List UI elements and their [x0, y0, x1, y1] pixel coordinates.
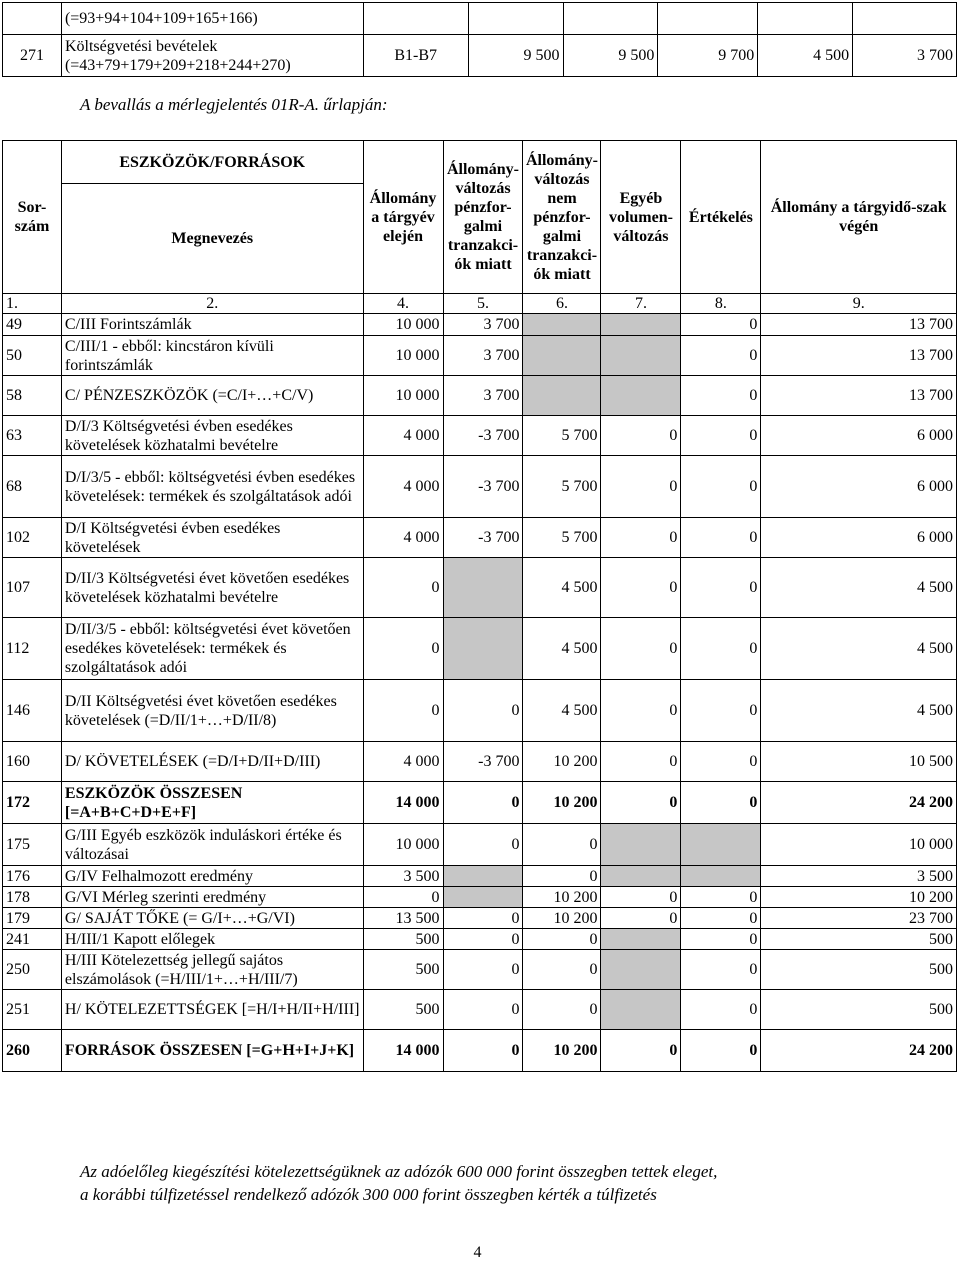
row-value: 10 000: [363, 376, 443, 416]
row-value: 4 500: [761, 618, 957, 680]
row-value: 10 200: [523, 742, 601, 782]
row-value: [601, 950, 681, 990]
table-row: [3, 824, 957, 866]
row-value: -3 700: [443, 456, 523, 518]
row-value: 0: [601, 680, 681, 742]
row-name: D/I/3 Költségvetési évben esedékes követelések közhatalmi bevételre: [61, 416, 363, 456]
row-value: 0: [681, 950, 761, 990]
row-number: 63: [3, 416, 62, 456]
row-value: 0: [443, 824, 523, 866]
header-num6: 6.: [523, 294, 601, 314]
top-row2-value: 4 500: [758, 35, 853, 77]
row-number: 178: [3, 887, 62, 908]
top-row2-value: 9 500: [468, 35, 563, 77]
row-value: 0: [681, 558, 761, 618]
row-value: 0: [601, 558, 681, 618]
row-name: D/I Költségvetési évben esedékes követelések: [61, 518, 363, 558]
row-number: 50: [3, 336, 62, 376]
top-row2-value: 9 700: [658, 35, 758, 77]
row-value: 10 500: [761, 742, 957, 782]
top-row1-name: (=93+94+104+109+165+166): [61, 3, 363, 35]
row-value: 10 000: [363, 824, 443, 866]
row-value: 14 000: [363, 782, 443, 824]
row-value: 0: [523, 929, 601, 950]
row-value: 4 000: [363, 456, 443, 518]
row-name: H/ KÖTELEZETTSÉGEK [=H/I+H/II+H/III]: [61, 990, 363, 1030]
table-row: [3, 456, 957, 518]
balance-table: [2, 140, 957, 1072]
row-value: 0: [601, 908, 681, 929]
row-value: [601, 929, 681, 950]
row-value: 3 700: [443, 314, 523, 336]
row-name: D/ KÖVETELÉSEK (=D/I+D/II+D/III): [61, 742, 363, 782]
row-value: 5 700: [523, 518, 601, 558]
row-value: [523, 314, 601, 336]
page-number: 4: [473, 1244, 482, 1261]
row-value: 0: [681, 518, 761, 558]
row-value: 3 500: [363, 866, 443, 887]
note-line-2: a korábbi túlfizetéssel rendelkező adózók 300 000 forint összegben kérték a túlfizetés: [80, 1185, 657, 1204]
row-value: 10 000: [363, 314, 443, 336]
row-value: 0: [523, 824, 601, 866]
table-row: [3, 618, 957, 680]
top-row2-name: Költségvetési bevételek (=43+79+179+209+218+244+270): [61, 35, 363, 77]
row-value: [443, 887, 523, 908]
row-value: 0: [681, 376, 761, 416]
row-value: 10 200: [523, 908, 601, 929]
row-number: 49: [3, 314, 62, 336]
row-value: 4 000: [363, 518, 443, 558]
table-row: [3, 314, 957, 336]
row-value: 0: [601, 887, 681, 908]
subtitle: A bevallás a mérlegjelentés 01R-A. űrlapján:: [80, 95, 388, 114]
row-value: 0: [681, 887, 761, 908]
row-value: 3 700: [443, 336, 523, 376]
table-row: [3, 990, 957, 1030]
row-value: 0: [443, 990, 523, 1030]
row-number: 102: [3, 518, 62, 558]
row-value: [681, 866, 761, 887]
row-value: [601, 990, 681, 1030]
row-value: [443, 618, 523, 680]
top-row2-value: 3 700: [853, 35, 957, 77]
row-value: 3 700: [443, 376, 523, 416]
header-col5: Állomány-változás pénzfor-galmi tranzakci-ók miatt: [443, 141, 523, 294]
row-number: 175: [3, 824, 62, 866]
header-col4: Állomány a tárgyév elején: [363, 141, 443, 294]
row-value: 0: [523, 950, 601, 990]
row-value: 4 500: [523, 680, 601, 742]
header-num1: 1.: [3, 294, 62, 314]
row-value: 0: [523, 990, 601, 1030]
row-value: 0: [601, 782, 681, 824]
row-value: 0: [443, 929, 523, 950]
row-value: 0: [681, 314, 761, 336]
table-row: [3, 742, 957, 782]
header-num8: 8.: [681, 294, 761, 314]
row-value: 10 200: [523, 782, 601, 824]
row-number: 260: [3, 1030, 62, 1072]
row-value: 0: [523, 866, 601, 887]
row-name: D/II/3/5 - ebből: költségvetési évet követően esedékes követelések: termékek és szolgáltatások adói: [61, 618, 363, 680]
header-col7: Egyéb volumen-változás: [601, 141, 681, 294]
row-value: 0: [443, 782, 523, 824]
row-value: [601, 824, 681, 866]
row-value: 500: [363, 950, 443, 990]
row-value: 0: [681, 680, 761, 742]
row-value: 500: [761, 990, 957, 1030]
header-col8: Értékelés: [681, 141, 761, 294]
table-row: [3, 887, 957, 908]
row-value: 24 200: [761, 782, 957, 824]
row-number: 251: [3, 990, 62, 1030]
row-value: 10 200: [523, 1030, 601, 1072]
table-row: [3, 908, 957, 929]
row-value: 6 000: [761, 456, 957, 518]
row-value: -3 700: [443, 742, 523, 782]
header-eszkozok: ESZKÖZÖK/FORRÁSOK: [61, 141, 363, 184]
row-value: 0: [443, 680, 523, 742]
row-number: 112: [3, 618, 62, 680]
row-value: 0: [443, 908, 523, 929]
row-name: G/IV Felhalmozott eredmény: [61, 866, 363, 887]
row-number: 172: [3, 782, 62, 824]
table-row: [3, 950, 957, 990]
row-name: G/III Egyéb eszközök induláskori értéke és változásai: [61, 824, 363, 866]
top-row2-no: 271: [3, 35, 62, 77]
row-value: 0: [681, 416, 761, 456]
row-value: [681, 824, 761, 866]
row-value: 5 700: [523, 456, 601, 518]
row-number: 58: [3, 376, 62, 416]
row-value: 6 000: [761, 518, 957, 558]
table-row: [3, 518, 957, 558]
row-name: C/III/1 - ebből: kincstáron kívüli forintszámlák: [61, 336, 363, 376]
header-num4: 4.: [363, 294, 443, 314]
row-value: 0: [681, 929, 761, 950]
row-value: 0: [681, 1030, 761, 1072]
row-number: 176: [3, 866, 62, 887]
row-value: 500: [363, 929, 443, 950]
header-num9: 9.: [761, 294, 957, 314]
row-value: 0: [363, 887, 443, 908]
header-num7: 7.: [601, 294, 681, 314]
row-value: 500: [761, 929, 957, 950]
row-number: 68: [3, 456, 62, 518]
row-value: 0: [601, 742, 681, 782]
row-name: D/II/3 Költségvetési évet követően esedékes követelések közhatalmi bevételre: [61, 558, 363, 618]
row-name: FORRÁSOK ÖSSZESEN [=G+H+I+J+K]: [61, 1030, 363, 1072]
row-number: 107: [3, 558, 62, 618]
row-value: [601, 866, 681, 887]
row-value: 4 000: [363, 416, 443, 456]
row-value: [601, 336, 681, 376]
top-row2-value: 9 500: [563, 35, 658, 77]
header-num2: 2.: [61, 294, 363, 314]
row-name: D/II Költségvetési évet követően esedékes követelések (=D/II/1+…+D/II/8): [61, 680, 363, 742]
row-value: 500: [761, 950, 957, 990]
row-value: [443, 558, 523, 618]
row-value: 10 000: [761, 824, 957, 866]
row-value: 4 500: [523, 618, 601, 680]
row-value: 0: [601, 416, 681, 456]
row-value: 0: [363, 558, 443, 618]
table-row: [3, 376, 957, 416]
row-value: 13 700: [761, 314, 957, 336]
row-name: D/I/3/5 - ebből: költségvetési évben esedékes követelések: termékek és szolgáltatások adói: [61, 456, 363, 518]
row-value: 23 700: [761, 908, 957, 929]
table-row: [3, 782, 957, 824]
row-value: [523, 336, 601, 376]
table-row: [3, 929, 957, 950]
row-value: 4 000: [363, 742, 443, 782]
row-value: -3 700: [443, 416, 523, 456]
note-line-1: Az adóelőleg kiegészítési kötelezettségüknek az adózók 600 000 forint összegben tettek eleget,: [80, 1162, 718, 1181]
row-value: 10 200: [523, 887, 601, 908]
row-value: 0: [681, 456, 761, 518]
table-row: [3, 1030, 957, 1072]
row-value: 0: [601, 1030, 681, 1072]
header-sorszam: Sor-szám: [3, 141, 62, 294]
row-value: 24 200: [761, 1030, 957, 1072]
row-value: [601, 314, 681, 336]
row-name: C/ PÉNZESZKÖZÖK (=C/I+…+C/V): [61, 376, 363, 416]
row-number: 179: [3, 908, 62, 929]
row-value: 3 500: [761, 866, 957, 887]
row-number: 146: [3, 680, 62, 742]
row-value: 0: [363, 680, 443, 742]
row-name: H/III Kötelezettség jellegű sajátos elszámolások (=H/III/1+…+H/III/7): [61, 950, 363, 990]
row-value: 4 500: [523, 558, 601, 618]
row-name: G/ SAJÁT TŐKE (= G/I+…+G/VI): [61, 908, 363, 929]
row-number: 241: [3, 929, 62, 950]
row-value: 0: [443, 1030, 523, 1072]
row-value: 0: [601, 518, 681, 558]
row-value: 0: [363, 618, 443, 680]
table-row: [3, 336, 957, 376]
row-value: 0: [681, 782, 761, 824]
row-number: 160: [3, 742, 62, 782]
row-value: 14 000: [363, 1030, 443, 1072]
top-row2-code: B1-B7: [363, 35, 468, 77]
header-megnevezes: Megnevezés: [61, 184, 363, 294]
row-value: [443, 866, 523, 887]
row-value: 0: [601, 456, 681, 518]
row-value: 10 200: [761, 887, 957, 908]
row-value: 0: [681, 742, 761, 782]
row-name: ESZKÖZÖK ÖSSZESEN [=A+B+C+D+E+F]: [61, 782, 363, 824]
row-name: C/III Forintszámlák: [61, 314, 363, 336]
row-value: 0: [681, 908, 761, 929]
row-value: 500: [363, 990, 443, 1030]
header-col6: Állomány-változás nem pénzfor-galmi tranzakci-ók miatt: [523, 141, 601, 294]
row-value: 5 700: [523, 416, 601, 456]
row-value: 0: [601, 618, 681, 680]
row-value: -3 700: [443, 518, 523, 558]
row-value: 6 000: [761, 416, 957, 456]
row-value: 13 700: [761, 376, 957, 416]
row-value: 0: [443, 950, 523, 990]
row-value: 13 500: [363, 908, 443, 929]
row-value: [523, 376, 601, 416]
table-row: [3, 680, 957, 742]
header-col9: Állomány a tárgyidő-szak végén: [761, 141, 957, 294]
row-value: 10 000: [363, 336, 443, 376]
row-value: 0: [681, 336, 761, 376]
row-name: H/III/1 Kapott előlegek: [61, 929, 363, 950]
table-row: [3, 866, 957, 887]
row-value: 4 500: [761, 558, 957, 618]
row-value: [601, 376, 681, 416]
row-value: 4 500: [761, 680, 957, 742]
row-value: 0: [681, 990, 761, 1030]
row-value: 13 700: [761, 336, 957, 376]
header-num5: 5.: [443, 294, 523, 314]
row-number: 250: [3, 950, 62, 990]
row-name: G/VI Mérleg szerinti eredmény: [61, 887, 363, 908]
table-row: [3, 558, 957, 618]
table-row: [3, 416, 957, 456]
top-table: [2, 2, 957, 77]
row-value: 0: [681, 618, 761, 680]
